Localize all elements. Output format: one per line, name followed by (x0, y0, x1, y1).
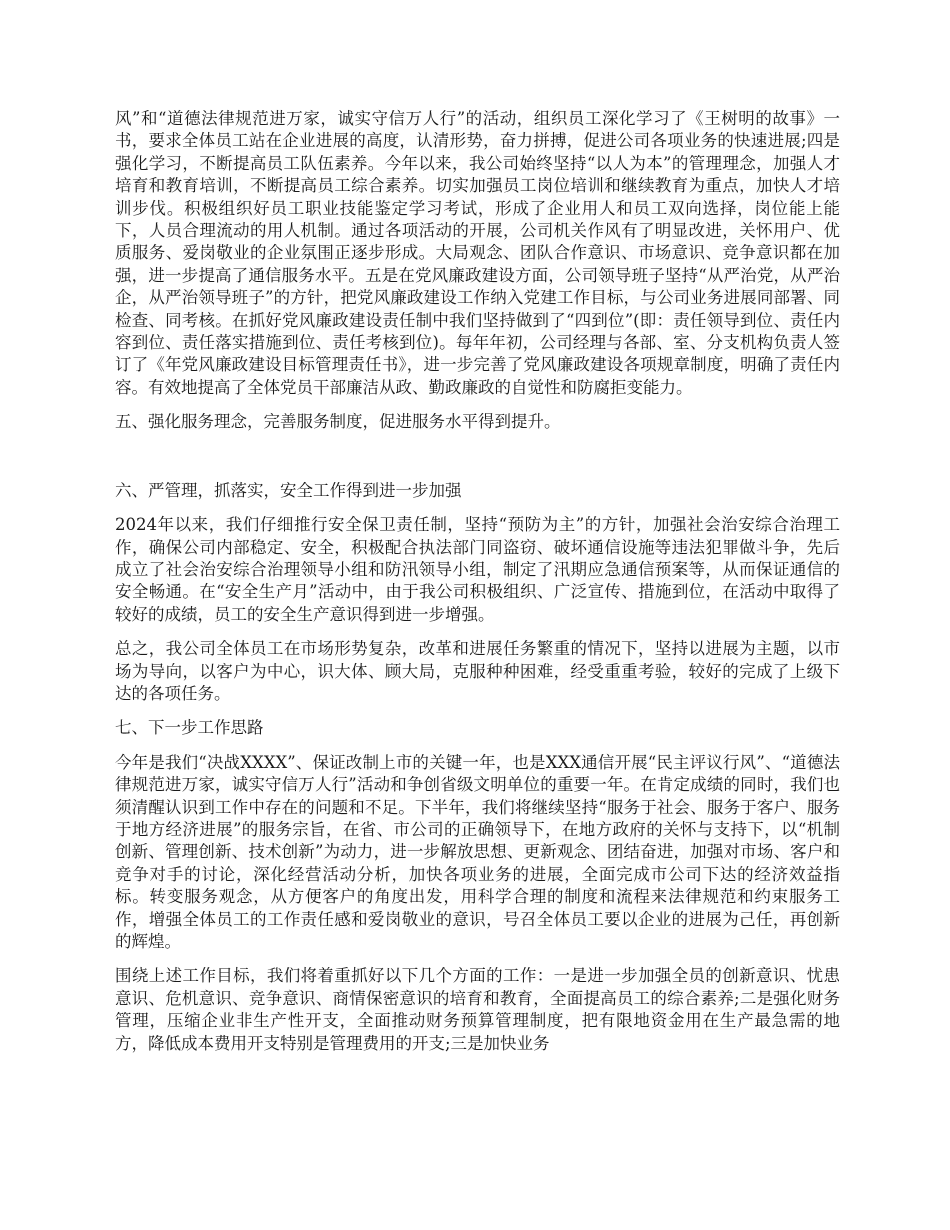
section-heading-seven: 七、下一步工作思路 (115, 718, 264, 738)
spacer (115, 446, 840, 480)
paragraph-next-steps: 今年是我们“决战XXXX”、保证改制上市的关键一年，也是XXX通信开展“民主评议行风”、“道德法律规范进万家，诚实守信万人行”活动和争创省级文明单位的重要一年。在肯定成绩的同时，我们也须清醒认识到工作中存在的问题和不足。下半年，我们将继续坚持“服务于社会、服务于客户、服务于地方经济进展”的服务宗旨，在省、市公司的正确领导下，在地方政府的关怀与支持下，以“机制创新、管理创新、技术创新”为动力，进一步解放思想、更新观念、团结奋进，加强对市场、客户和竞争对手的讨论，深化经营活动分析，加快各项业务的进展，全面完成市公司下达的经济效益指标。转变服务观念，从方便客户的角度出发，用科学合理的制度和流程来法律规范和约束服务工作，增强全体员工的工作责任感和爱岗敬业的意识，号召全体员工要以企业的进展为己任，再创新的辉煌。 (115, 752, 840, 951)
paragraph-work-focus: 围绕上述工作目标，我们将着重抓好以下几个方面的工作：一是进一步加强全员的创新意识、忧患意识、危机意识、竞争意识、商情保密意识的培育和教育，全面提高员工的综合素养;二是强化财务管理，压缩企业非生产性开支，全面推动财务预算管理制度，把有限地资金用在生产最急需的地方，降低成本费用开支特别是管理费用的开支;三是加快业务 (115, 966, 840, 1053)
paragraph-safety: 2024年以来，我们仔细推行安全保卫责任制，坚持“预防为主”的方针，加强社会治安综合治理工作，确保公司内部稳定、安全，积极配合执法部门同盗窃、破坏通信设施等违法犯罪做斗争，先后成立了社会治安综合治理领导小组和防汛领导小组，制定了汛期应急通信预案等，从而保证通信的安全畅通。在“安全生产月”活动中，由于我公司积极组织、广泛宣传、措施到位，在活动中取得了较好的成绩，员工的安全生产意识得到进一步增强。 (115, 515, 840, 624)
section-heading-six: 六、严管理，抓落实，安全工作得到进一步加强 (115, 480, 462, 500)
paragraph-party-conduct: 风”和“道德法律规范进万家，诚实守信万人行”的活动，组织员工深化学习了《王树明的故事》一书，要求全体员工站在企业进展的高度，认清形势，奋力拼搏，促进公司各项业务的快速进展;四是强化学习，不断提高员工队伍素养。今年以来，我公司始终坚持“以人为本”的管理理念，加强人才培育和教育培训，不断提高员工综合素养。切实加强员工岗位培训和继续教育为重点，加快人才培训步伐。积极组织好员工职业技能鉴定学习考试，形成了企业用人和员工双向选择，岗位能上能下，人员合理流动的用人机制。通过各项活动的开展，公司机关作风有了明显改进，关怀用户、优质服务、爱岗敬业的企业氛围正逐步形成。大局观念、团队合作意识、市场意识、竞争意识都在加强，进一步提高了通信服务水平。五是在党风廉政建设方面，公司领导班子坚持“从严治党，从严治企，从严治领导班子”的方针，把党风廉政建设工作纳入党建工作目标，与公司业务进展同部署、同检查、同考核。在抓好党风廉政建设责任制中我们坚持做到了“四到位”(即：责任领导到位、责任内容到位、责任落实措施到位、责任考核到位)。每年年初，公司经理与各部、室、分支机构负责人签订了《年党风廉政建设目标管理责任书》，进一步完善了党风廉政建设各项规章制度，明确了责任内容。有效地提高了全体党员干部廉洁从政、勤政廉政的自觉性和防腐拒变能力。 (115, 109, 840, 397)
document-page (115, 108, 840, 1067)
section-heading-five: 五、强化服务理念，完善服务制度，促进服务水平得到提升。 (115, 412, 561, 432)
paragraph-summary: 总之，我公司全体员工在市场形势复杂，改革和进展任务繁重的情况下，坚持以进展为主题，以市场为导向，以客户为中心，识大体、顾大局，克服种种困难，经受重重考验，较好的完成了上级下达的各项任务。 (115, 639, 840, 703)
